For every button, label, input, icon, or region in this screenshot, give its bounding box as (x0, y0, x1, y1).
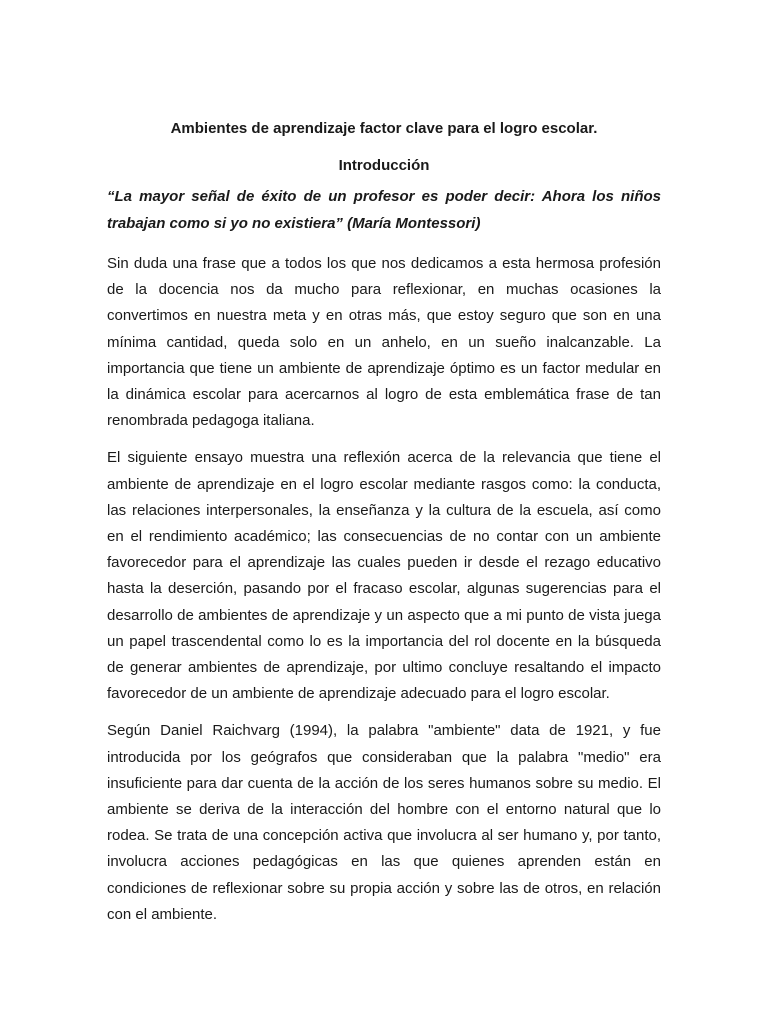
document-title: Ambientes de aprendizaje factor clave para el logro escolar. (170, 120, 598, 137)
body-paragraph-2: El siguiente ensayo muestra una reflexión acerca de la relevancia que tiene el ambiente de aprendizaje en el logro escolar mediante rasgos como: la conducta, las relaciones interpersonales, la enseñanza y la cultura de la escuela, así como en el rendimiento académico; las consecuencias de no contar con un ambiente favorecedor para el aprendizaje las cuales pueden ir desde el rezago educativo hasta la deserción, pasando por el fracaso escolar, algunas sugerencias para el desarrollo de ambientes de aprendizaje y un aspecto que a mi punto de vista juega un papel trascendental como lo es la importancia del rol docente en la búsqueda de generar ambientes de aprendizaje, por ultimo concluye resaltando el impacto favorecedor de un ambiente de aprendizaje adecuado para el logro escolar. (107, 449, 661, 703)
body-paragraph-1: Sin duda una frase que a todos los que nos dedicamos a esta hermosa profesión de la docencia nos da mucho para reflexionar, en muchas ocasiones la convertimos en nuestra meta y en otras más, que estoy seguro que son en una mínima cantidad, queda solo en un anhelo, en un sueño inalcanzable. La importancia que tiene un ambiente de aprendizaje óptimo es un factor medular en la dinámica escolar para acercarnos al logro de esta emblemática frase de tan renombrada pedagoga italiana. (107, 255, 661, 430)
section-heading-introduccion: Introducción (338, 157, 430, 174)
body-paragraph-3: Según Daniel Raichvarg (1994), la palabra "ambiente" data de 1921, y fue introducida por los geógrafos que consideraban que la palabra "medio" era insuficiente para dar cuenta de la acción de los seres humanos sobre su medio. El ambiente se deriva de la interacción del hombre con el entorno natural que lo rodea. Se trata de una concepción activa que involucra al ser humano y, por tanto, involucra acciones pedagógicas en las que quienes aprenden están en condiciones de reflexionar sobre su propia acción y sobre las de otros, en relación con el ambiente. (107, 722, 661, 923)
epigraph-quote: “La mayor señal de éxito de un profesor es poder decir: Ahora los niños trabajan como si yo no existiera” (María Montessori) (107, 188, 661, 232)
